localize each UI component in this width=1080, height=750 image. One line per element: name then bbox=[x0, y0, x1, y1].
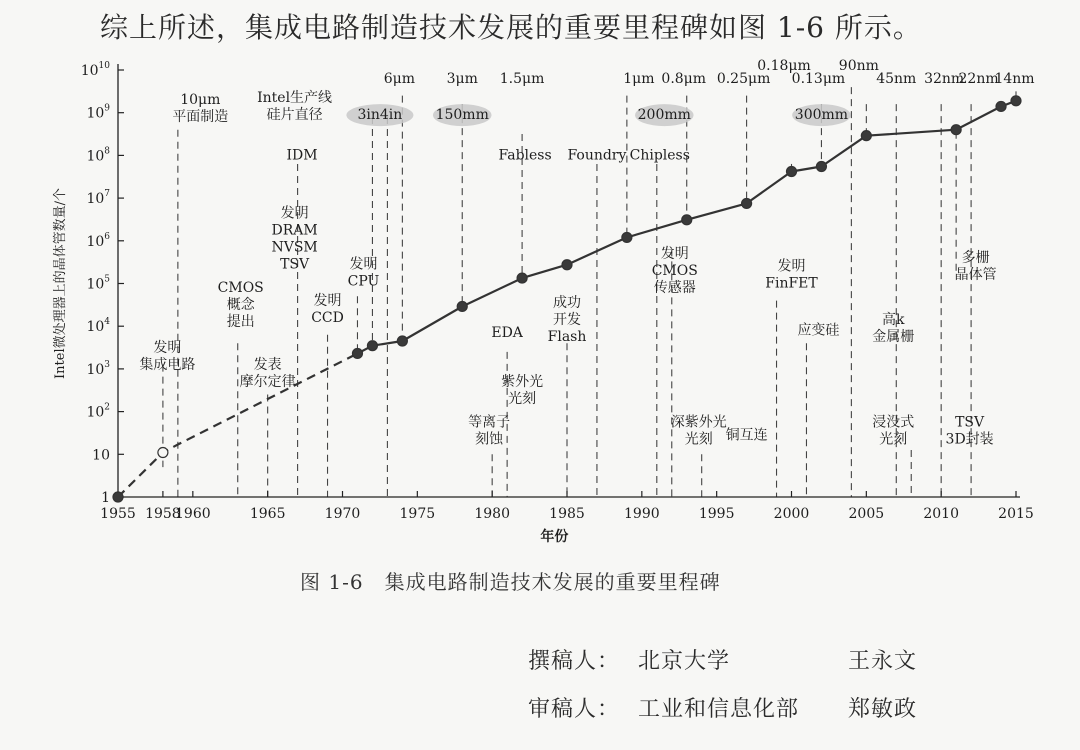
annotation-text: 刻蚀 bbox=[475, 431, 504, 448]
annotation-text: NVSM bbox=[271, 239, 318, 256]
annotation-text: 0.25μm bbox=[716, 70, 771, 87]
annotation-text: 光刻 bbox=[508, 390, 537, 407]
annotation-text: 光刻 bbox=[879, 431, 908, 448]
annotation-text: 0.18μm bbox=[757, 58, 811, 74]
x-tick-label: 2005 bbox=[848, 506, 885, 522]
annotation-text: CPU bbox=[347, 273, 380, 290]
series-line-solid bbox=[358, 101, 1017, 354]
x-tick-label: 2010 bbox=[923, 506, 959, 522]
annotation-text: TSV bbox=[280, 256, 310, 273]
annotation-text: 应变硅 bbox=[797, 322, 840, 339]
annotation-text: IDM bbox=[286, 147, 318, 164]
data-point bbox=[367, 341, 377, 351]
annotation-text: 10μm bbox=[180, 92, 221, 109]
annotation-text: 150mm bbox=[435, 107, 489, 124]
y-tick-label: $10^8$ bbox=[86, 146, 110, 165]
x-tick-label: 1958 bbox=[145, 506, 181, 522]
annotation-text: 发明 bbox=[153, 339, 182, 356]
annotation-text: 多栅 bbox=[961, 250, 990, 267]
x-tick-label: 1985 bbox=[549, 506, 585, 522]
annotation-text: 浸没式 bbox=[872, 414, 915, 431]
data-point bbox=[622, 232, 632, 242]
y-axis-label: Intel微处理器上的晶体管数量/个 bbox=[53, 188, 68, 379]
annotation-text: 概念 bbox=[226, 297, 255, 314]
data-point bbox=[352, 348, 362, 358]
data-point bbox=[861, 131, 871, 141]
data-point bbox=[742, 198, 752, 208]
annotation-text: 成功 bbox=[553, 294, 581, 311]
annotation-text: 0.13μm bbox=[791, 70, 846, 87]
data-point bbox=[457, 301, 467, 311]
annotation-text: 90nm bbox=[838, 58, 879, 74]
annotation-text: 发明 bbox=[777, 258, 806, 275]
y-tick-label: $10^2$ bbox=[86, 402, 110, 421]
x-tick-label: 1995 bbox=[698, 506, 735, 522]
annotation-text: TSV bbox=[955, 414, 985, 431]
annotation-text: 3D封装 bbox=[945, 431, 994, 448]
annotation-text: 摩尔定律 bbox=[239, 373, 296, 390]
annotation-text: 发明 bbox=[280, 205, 309, 222]
annotation-text: Flash bbox=[547, 328, 587, 345]
y-tick-label: 10 bbox=[92, 447, 110, 464]
annotation-text: 紫外光 bbox=[501, 373, 544, 390]
annotation-text: Intel生产线 bbox=[257, 90, 333, 107]
data-point bbox=[517, 273, 527, 283]
data-point bbox=[397, 336, 407, 346]
credit-name: 郑敏政 bbox=[848, 697, 918, 722]
annotation-text: 14nm bbox=[994, 70, 1035, 87]
annotation-text: 高k bbox=[882, 312, 905, 329]
annotation-text: 深紫外光 bbox=[670, 414, 727, 431]
x-tick-label: 1965 bbox=[249, 506, 286, 522]
annotation-text: 发明 bbox=[349, 256, 378, 273]
credit-role: 审稿人： bbox=[528, 697, 621, 722]
x-axis-label: 年份 bbox=[540, 529, 569, 545]
annotation-text: 200mm bbox=[637, 107, 691, 124]
annotation-text: 硅片直径 bbox=[266, 107, 323, 124]
figure-caption: 图 1-6 集成电路制造技术发展的重要里程碑 bbox=[300, 570, 721, 594]
x-tick-label: 1980 bbox=[474, 506, 510, 522]
annotation-text: CMOS bbox=[217, 280, 264, 297]
x-tick-label: 1960 bbox=[175, 506, 211, 522]
annotation-text: 1.5μm bbox=[499, 70, 545, 87]
annotation-text: 铜互连 bbox=[725, 427, 768, 444]
credit-line-author bbox=[528, 644, 917, 675]
annotation-text: 提出 bbox=[226, 314, 255, 331]
credit-line-reviewer bbox=[528, 692, 917, 723]
annotation-text: 45nm bbox=[876, 70, 917, 87]
data-point bbox=[562, 260, 572, 270]
credit-role: 撰稿人： bbox=[528, 649, 621, 674]
annotation-text: CMOS bbox=[651, 262, 698, 279]
annotation-text: 300mm bbox=[794, 107, 849, 124]
annotation-text: DRAM bbox=[271, 222, 318, 239]
x-tick-label: 1970 bbox=[324, 506, 361, 522]
annotation-text: 32nm bbox=[924, 70, 965, 87]
data-point bbox=[951, 125, 961, 135]
annotation-text: Fabless bbox=[498, 147, 552, 164]
milestone-chart bbox=[0, 50, 1080, 560]
x-tick-label: 1955 bbox=[100, 506, 136, 522]
annotation-text: 光刻 bbox=[684, 431, 713, 448]
credit-organization: 北京大学 bbox=[638, 649, 731, 674]
credit-organization: 工业和信息化部 bbox=[638, 697, 800, 722]
annotation-text: 发明 bbox=[660, 245, 689, 262]
annotation-text: 6μm bbox=[383, 70, 416, 87]
data-point bbox=[1011, 96, 1021, 106]
x-tick-label: 2000 bbox=[773, 506, 810, 522]
data-point bbox=[816, 161, 826, 171]
annotation-text: 1μm bbox=[623, 70, 655, 87]
annotation-text: EDA bbox=[491, 324, 523, 341]
y-tick-label: $10^6$ bbox=[86, 231, 110, 250]
annotation-text: FinFET bbox=[765, 275, 818, 292]
intro-text: 综上所述，集成电路制造技术发展的重要里程碑如图 1-6 所示。 bbox=[100, 11, 922, 44]
data-point bbox=[682, 215, 692, 225]
annotation-text: Chipless bbox=[629, 147, 690, 164]
annotation-text: 集成电路 bbox=[139, 356, 196, 373]
annotation-text: CCD bbox=[311, 309, 344, 326]
annotation-text: Foundry bbox=[567, 147, 627, 164]
y-tick-label: 1 bbox=[101, 490, 110, 506]
annotation-text: 0.8μm bbox=[661, 70, 707, 87]
y-tick-label: $10^3$ bbox=[86, 359, 110, 378]
data-point bbox=[787, 166, 797, 176]
x-tick-label: 1990 bbox=[624, 506, 660, 522]
data-point-open bbox=[158, 448, 168, 458]
x-tick-label: 2015 bbox=[998, 506, 1034, 522]
annotation-text: 开发 bbox=[553, 311, 581, 328]
annotation-text: 3μm bbox=[446, 70, 478, 87]
data-point bbox=[113, 492, 123, 502]
y-tick-label: $10^{10}$ bbox=[80, 61, 110, 79]
annotation-text: 晶体管 bbox=[954, 267, 997, 284]
annotation-text: 传感器 bbox=[653, 279, 696, 296]
y-tick-label: $10^7$ bbox=[86, 189, 110, 208]
data-point bbox=[996, 101, 1006, 111]
y-tick-label: $10^9$ bbox=[86, 103, 110, 122]
y-tick-label: $10^5$ bbox=[86, 274, 110, 293]
credit-name: 王永文 bbox=[848, 649, 918, 674]
x-tick-label: 1975 bbox=[399, 506, 436, 522]
annotation-text: 等离子 bbox=[468, 414, 511, 431]
annotation-text: 金属栅 bbox=[872, 329, 915, 346]
annotation-text: 22nm bbox=[958, 70, 999, 87]
y-tick-label: $10^4$ bbox=[86, 317, 110, 336]
annotation-text: 发明 bbox=[313, 292, 342, 309]
annotation-text: 3in4in bbox=[357, 107, 403, 124]
annotation-text: 平面制造 bbox=[172, 109, 229, 126]
chart-annotations bbox=[139, 58, 1034, 448]
annotation-text: 发表 bbox=[253, 356, 282, 373]
